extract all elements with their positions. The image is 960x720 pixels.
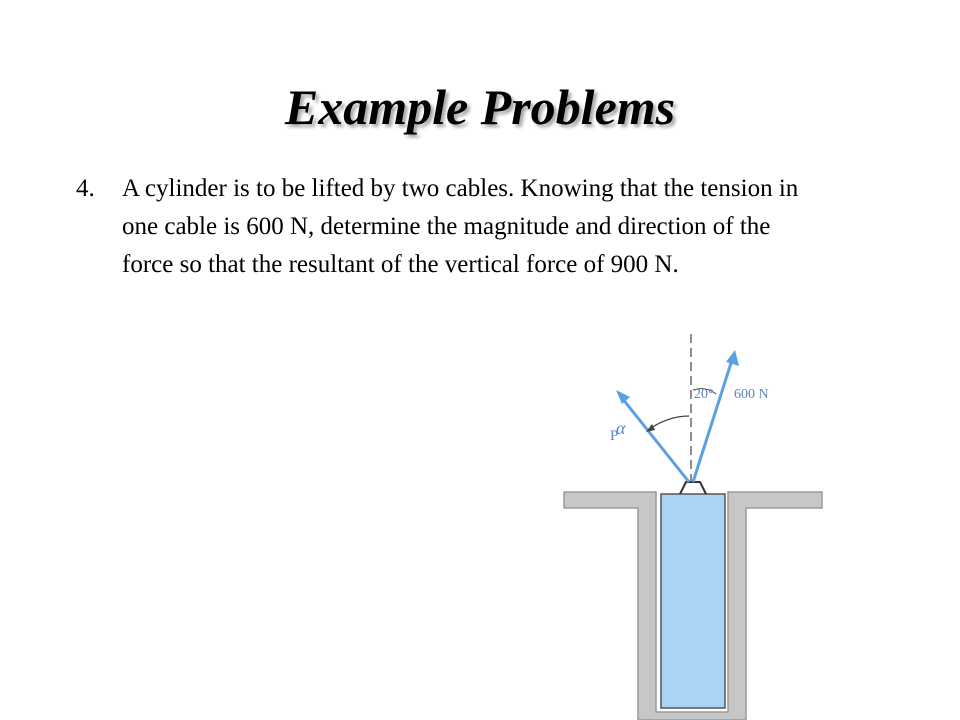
cable-600n — [693, 360, 732, 482]
alpha-arc — [648, 416, 689, 430]
label-angle-20: 20° — [694, 387, 714, 402]
cylinder — [661, 494, 725, 708]
lifting-bracket — [680, 482, 706, 494]
slide-title: Example Problems — [284, 79, 676, 135]
cable-600n-arrowhead — [726, 350, 739, 366]
cylinder-diagram — [556, 332, 828, 720]
label-p: P — [610, 428, 619, 444]
cable-p — [622, 398, 689, 482]
problem-number: 4. — [76, 175, 95, 202]
problem-text: A cylinder is to be lifted by two cables. Knowing that the tension in one cable is 600 N, determine the magnitude and direction of the force so that the resultant of the vertical force of 900 N. — [122, 175, 799, 278]
cable-p-arrowhead — [616, 390, 630, 404]
label-alpha: α — [616, 418, 626, 438]
label-600n: 600 N — [734, 387, 769, 402]
